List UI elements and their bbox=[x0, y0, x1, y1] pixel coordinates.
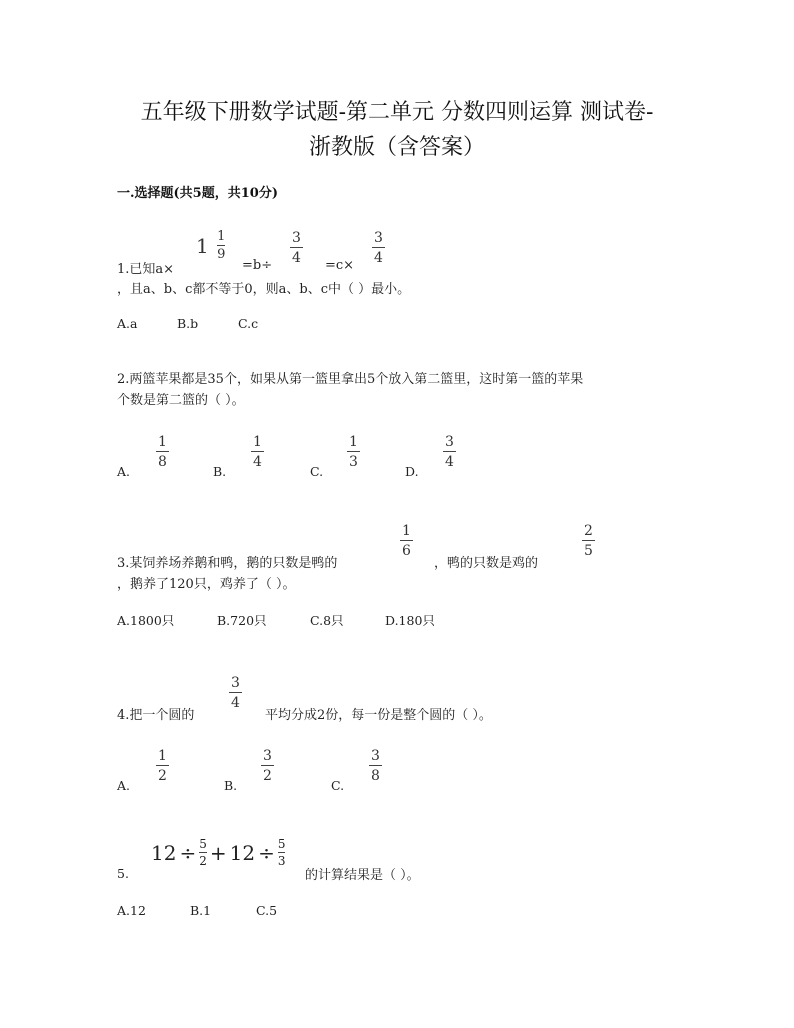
q4-option-c-label[interactable]: C. bbox=[331, 778, 345, 793]
q5-expr-b: 12 bbox=[229, 840, 256, 865]
q3-part2: ，鸭的只数是鸡的 bbox=[434, 556, 539, 571]
q2-option-c-fraction[interactable] bbox=[347, 435, 360, 469]
q3-option-a[interactable]: A.1800只 bbox=[117, 613, 175, 628]
q1-option-b[interactable]: B.b bbox=[177, 316, 199, 331]
q4-option-b-label[interactable]: B. bbox=[224, 778, 238, 793]
q1-frac-c-num: 3 bbox=[374, 230, 383, 246]
q2-a-num: 1 bbox=[158, 434, 167, 450]
q1-line2: ，且a、b、c都不等于0，则a、b、c中（ ）最小。 bbox=[117, 282, 411, 297]
q4-a-num: 1 bbox=[158, 748, 167, 764]
q5-f1-den: 2 bbox=[199, 854, 207, 868]
q4-part1: 4.把一个圆的 bbox=[117, 708, 195, 723]
q3-option-c[interactable]: C.8只 bbox=[310, 613, 344, 628]
section-heading: 一.选择题(共5题，共10分) bbox=[117, 186, 278, 201]
q3-frac2-den: 5 bbox=[584, 543, 593, 559]
q2-d-den: 4 bbox=[445, 454, 454, 470]
plus-sign: + bbox=[209, 840, 227, 865]
q5-option-b[interactable]: B.1 bbox=[190, 903, 212, 918]
q2-b-den: 4 bbox=[253, 454, 262, 470]
q2-option-b-label[interactable]: B. bbox=[213, 464, 227, 479]
q5-suffix: 的计算结果是（ ）。 bbox=[305, 868, 420, 883]
q5-expr-a: 12 bbox=[151, 840, 177, 865]
q3-frac1 bbox=[400, 524, 413, 558]
q2-a-den: 8 bbox=[158, 454, 167, 470]
q1-mixed-den: 9 bbox=[217, 247, 226, 262]
q1-frac-c bbox=[372, 231, 385, 265]
q5-f1-num: 5 bbox=[199, 837, 207, 851]
divide-sign: ÷ bbox=[258, 840, 275, 865]
q5-expression bbox=[151, 838, 285, 867]
q3-frac1-num: 1 bbox=[402, 523, 411, 539]
q5-f2-den: 3 bbox=[277, 854, 286, 868]
q1-frac-b-num: 3 bbox=[292, 230, 301, 246]
q4-option-a-label[interactable]: A. bbox=[117, 778, 131, 793]
q2-option-c-label[interactable]: C. bbox=[310, 464, 324, 479]
q4-c-den: 8 bbox=[371, 768, 380, 784]
q1-prefix: 1.已知a× bbox=[117, 262, 175, 277]
q4-option-c-fraction[interactable] bbox=[369, 749, 382, 783]
q1-mixed-number bbox=[196, 230, 225, 261]
q3-frac2 bbox=[582, 524, 595, 558]
q2-option-b-fraction[interactable] bbox=[251, 435, 264, 469]
q3-frac2-num: 2 bbox=[584, 523, 593, 539]
fraction-bar bbox=[217, 245, 225, 246]
page-title-line1: 五年级下册数学试题-第二单元 分数四则运算 测试卷- bbox=[140, 100, 654, 125]
q5-label: 5. bbox=[117, 866, 129, 881]
q1-eq-b: =b÷ bbox=[242, 258, 273, 273]
q4-a-den: 2 bbox=[158, 768, 167, 784]
q2-option-a-fraction[interactable] bbox=[156, 435, 169, 469]
q5-option-a[interactable]: A.12 bbox=[117, 903, 146, 918]
q4-b-den: 2 bbox=[263, 768, 272, 784]
q5-option-c[interactable]: C.5 bbox=[256, 903, 278, 918]
q1-frac-b-den: 4 bbox=[292, 250, 301, 266]
q1-eq-c: =c× bbox=[325, 258, 355, 273]
q5-expr-frac1 bbox=[199, 838, 207, 867]
q5-expr-frac2 bbox=[278, 838, 286, 867]
q4-b-num: 3 bbox=[263, 748, 272, 764]
q2-c-num: 1 bbox=[349, 434, 358, 450]
q4-option-a-fraction[interactable] bbox=[156, 749, 169, 783]
q4-frac bbox=[229, 676, 242, 710]
q1-option-c[interactable]: C.c bbox=[238, 316, 259, 331]
q4-frac-num: 3 bbox=[231, 675, 240, 691]
q2-line2: 个数是第二篮的（ ）。 bbox=[117, 393, 245, 408]
q1-frac-c-den: 4 bbox=[374, 250, 383, 266]
q2-option-a-label[interactable]: A. bbox=[117, 464, 131, 479]
q1-mixed-num: 1 bbox=[217, 229, 226, 244]
q2-line1: 2.两篮苹果都是35个，如果从第一篮里拿出5个放入第二篮里，这时第一篮的苹果 bbox=[117, 372, 584, 387]
q1-option-a[interactable]: A.a bbox=[117, 316, 138, 331]
q5-f2-num: 5 bbox=[277, 837, 286, 851]
q2-option-d-label[interactable]: D. bbox=[405, 464, 419, 479]
q2-b-num: 1 bbox=[253, 434, 262, 450]
q3-option-b[interactable]: B.720只 bbox=[217, 613, 267, 628]
q1-frac-b bbox=[290, 231, 303, 265]
q1-mixed-fraction bbox=[217, 230, 225, 261]
q4-part2: 平均分成2份，每一份是整个圆的（ ）。 bbox=[265, 708, 492, 723]
q1-mixed-whole: 1 bbox=[196, 233, 209, 258]
page-title-line2: 浙教版（含答案） bbox=[308, 135, 485, 160]
q3-option-d[interactable]: D.180只 bbox=[385, 613, 435, 628]
q3-part1: 3.某饲养场养鹅和鸭，鹅的只数是鸭的 bbox=[117, 556, 338, 571]
q2-option-d-fraction[interactable] bbox=[443, 435, 456, 469]
divide-sign: ÷ bbox=[179, 840, 197, 865]
q4-option-b-fraction[interactable] bbox=[261, 749, 274, 783]
fraction-bar bbox=[278, 852, 286, 853]
q2-c-den: 3 bbox=[349, 454, 358, 470]
fraction-bar bbox=[199, 852, 207, 853]
q3-frac1-den: 6 bbox=[402, 543, 411, 559]
q4-c-num: 3 bbox=[371, 748, 380, 764]
q4-frac-den: 4 bbox=[231, 695, 240, 711]
q2-d-num: 3 bbox=[445, 434, 454, 450]
q3-line2: ，鹅养了120只，鸡养了（ ）。 bbox=[117, 577, 296, 592]
